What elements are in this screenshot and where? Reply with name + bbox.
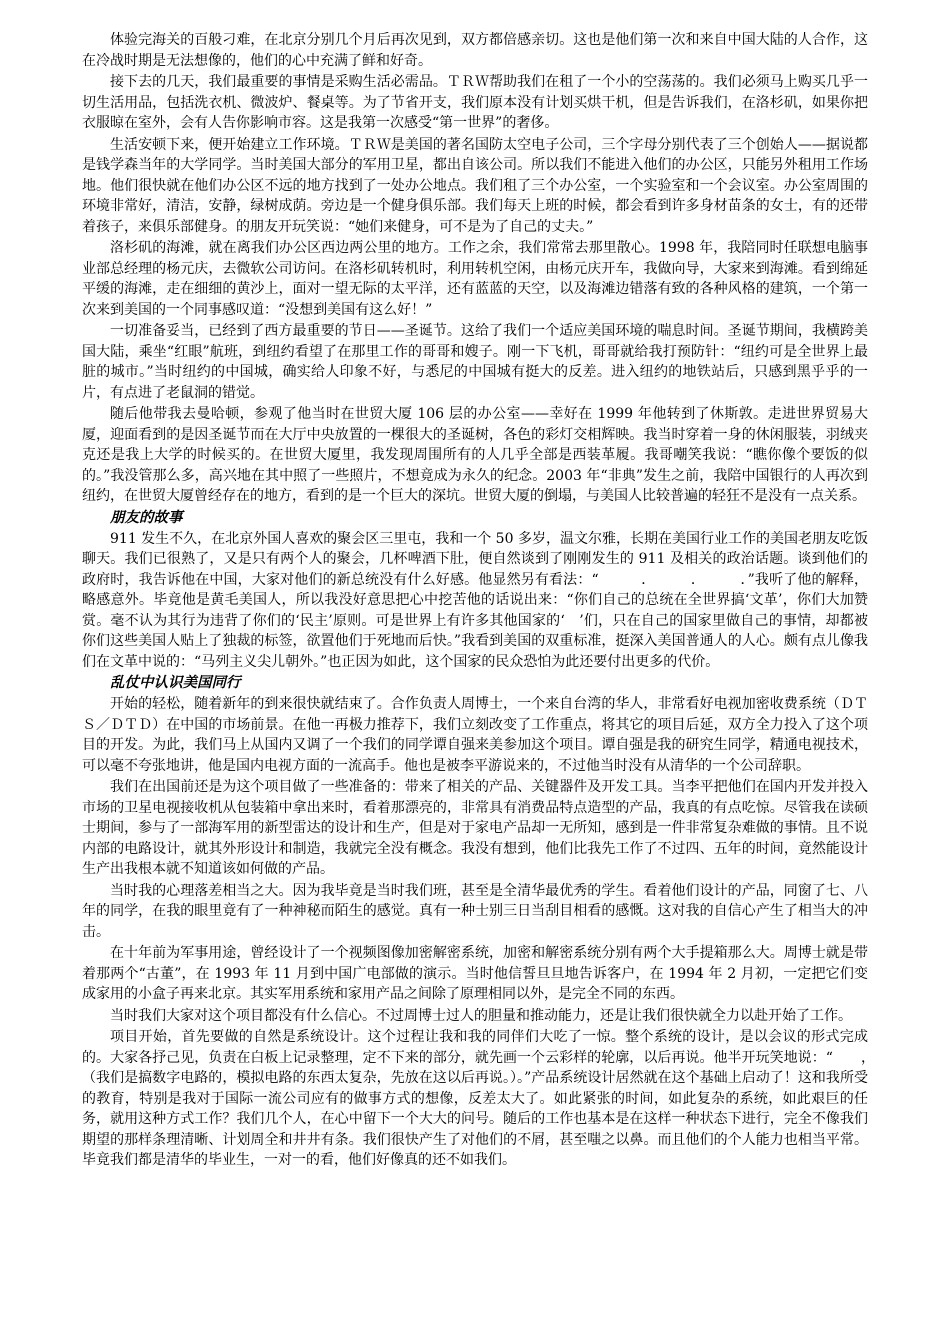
paragraph: 当时我们大家对这个项目都没有什么信心。不过周博士过人的胆量和推动能力，还是让我们很快就全力以赴开始了工作。 [110,1007,852,1024]
paragraph: 接下去的几天，我们最重要的事情是采购生活必需品。ＴＲＷ帮助我们在租了一个小的空荡荡的。我们必须马上购买几乎一切生活用品，包括洗衣机、微波炉、餐桌等。为了节省开支，我们原本没有计划买烘干机，但是告诉我们，在洛杉矶，如果你把衣服晾在室外，会有人告你影响市容。这是我第一次感受“第一世界”的奢侈。 [82,74,868,131]
section-heading-friend-story: 朋友的故事 [110,509,183,526]
paragraph: 在十年前为军事用途，曾经设计了一个视频图像加密解密系统，加密和解密系统分别有两个大手提箱那么大。周博士就是带着那两个“古董”，在 1993 年 11 月到中国广电部做的演示。当时他信誓旦旦地告诉客户，在 1994 年 2 月初，一定把它们变成家用的小盒子再来北京。其实军用系统和家用产品之间除了原理相同以外，是完全不同的东西。 [82,945,868,1002]
section-heading-us-peers: 乱仗中认识美国同行 [110,675,241,691]
paragraph: 当时我的心理落差相当之大。因为我毕竟是当时我们班，甚至是全清华最优秀的学生。看着他们设计的产品，同窗了七、八年的同学，在我的眼里竟有了一种神秘而陌生的感觉。真有一种士别三日当刮目相看的感慨。这对我的自信心产生了相当大的冲击。 [82,882,868,940]
paragraph: 随后他带我去曼哈顿，参观了他当时在世贸大厦 106 层的办公室——幸好在 1999 年他转到了休斯敦。走进世界贸易大厦，迎面看到的是因圣诞节而在大厅中央放置的一棵很大的圣诞树，各色的彩灯交相辉映。我当时穿着一身的休闲服装，羽绒夹克还是我上大学的时候买的。在世贸大厦里，我发现周围所有的人几乎全部是西装革履。我哥嘲笑我说：“瞧你像个要饭的似的。”我没管那么多，高兴地在其中照了一些照片，不想竟成为永久的纪念。2003 年“非典”发生之前，我陪中国银行的人再次到纽约，在世贸大厦曾经存在的地方，看到的是一个巨大的深坑。世贸大厦的倒塌，与美国人比较普遍的轻狂不是没有一点关系。 [82,406,868,504]
paragraph: 开始的轻松，随着新年的到来很快就结束了。合作负责人周博士，一个来自台湾的华人，非常看好电视加密收费系统（ＤＴＳ／ＤＴＤ）在中国的市场前景。在他一再极力推荐下，我们立刻改变了工作重点，将其它的项目后延，双方全力投入了这个项目的开发。为此，我们马上从国内又调了一个我们的同学谭自强来美参加这个项目。谭自强是我的研究生同学，精通电视技术，可以毫不夸张地讲，他是国内电视方面的一流高手。他也是被李平游说来的，不过他当时没有从清华的一个公司辞职。 [82,696,868,774]
paragraph: 体验完海关的百般刁难，在北京分别几个月后再次见到，双方都倍感亲切。这也是他们第一次和来自中国大陆的人合作，这在冷战时期是无法想像的，他们的心中充满了鲜和好奇。 [82,32,868,69]
paragraph: 911 发生不久，在北京外国人喜欢的聚会区三里屯，我和一个 50 多岁，温文尔雅，长期在美国行业工作的美国老朋友吃饭聊天。我们已很熟了，又是只有两个人的聚会，几杯啤酒下肚，便自然谈到了刚刚发生的 911 及相关的政治话题。谈到他们的政府时，我告诉他在中国，大家对他们的新总统没有什么好感。他显然另有看法：“ ． ． ．”我听了他的解释，略感意外。毕竟他是黄毛美国人，所以我没好意思把心中挖苦他的话说出来：“你们自己的总统在全世界搞‘文革’，你们大加赞赏。毫不认为其行为违背了你们的‘民主’原则。可是世界上有许多其他国家的‘ ’们，只在自己的国家里做自己的事情，却都被你们这些美国人贴上了独裁的标签，欲置他们于死地而后快。”我看到美国的双重标准，挺深入美国普通人的人心。颇有点儿像我们在文革中说的：“马列主义尖儿朝外。”也正因为如此，这个国家的民众恐怕为此还要付出更多的代价。 [82,530,868,670]
paragraph: 洛杉矶的海滩，就在离我们办公区西边两公里的地方。工作之余，我们常常去那里散心。1998 年，我陪同时任联想电脑事业部总经理的杨元庆，去微软公司访问。在洛杉矶转机时，利用转机空闲，由杨元庆开车，我做向导，大家来到海滩。看到绵延平缓的海滩，走在细细的黄沙上，面对一望无际的太平洋，还有蓝蓝的天空，以及海滩边错落有致的各种风格的建筑，一个第一次来到美国的一个同事感叹道：“没想到美国有这么好！” [82,240,868,318]
paragraph: 生活安顿下来，便开始建立工作环境。ＴＲＷ是美国的著名国防太空电子公司，三个字母分别代表了三个创始人——据说都是钱学森当年的大学同学。当时美国大部分的军用卫星，都出自该公司。所以我们不能进入他们的办公区，只能另外租用工作场地。他们很快就在他们办公区不远的地方找到了一处办公地点。我们租了三个办公室，一个实验室和一个会议室。办公室周围的环境非常好，清洁，安静，绿树成荫。旁边是一个健身俱乐部。我们每天上班的时候，都会看到许多身材苗条的女士，有的还带着孩子，来俱乐部健身。的朋友开玩笑说：“她们来健身，可不是为了自己的丈夫。” [82,136,868,235]
paragraph: 一切准备妥当，已经到了西方最重要的节日——圣诞节。这给了我们一个适应美国环境的喘息时间。圣诞节期间，我横跨美国大陆，乘坐“红眼”航班，到纽约看望了在那里工作的哥哥和嫂子。刚一下飞机，哥哥就给我打预防针：“纽约可是全世界上最脏的城市。”当时纽约的中国城，确实给人印象不好，与悉尼的中国城有挺大的反差。进入纽约的地铁站后，只感到黑乎乎的一片，有点进了老鼠洞的错觉。 [82,323,868,401]
paragraph: 项目开始，首先要做的自然是系统设计。这个过程让我和我的同伴们大吃了一惊。整个系统的设计，是以会议的形式完成的。大家各抒己见，负责在白板上记录整理，定不下来的部分，就先画一个云彩样的轮廓，以后再说。他半开玩笑地说：“ ， （我们是搞数字电路的，模拟电路的东西太复杂，先放在这以后再说。）。”产品系统设计居然就在这个基础上启动了！这和我所受的教育，特别是我对于国际一流公司应有的做事方式的想像，反差太大了。如此紧张的时间，如此复杂的系统，如此艰巨的任务，就用这种方式工作？我们几个人，在心中留下一个大大的问号。随后的工作也基本是在这样一种状态下进行，完全不像我们期望的那样条理清晰、计划周全和井井有条。我们很快产生了对他们的不屑，甚至嗤之以鼻。而且他们的个人能力也相当平常。毕竟我们都是清华的毕业生，一对一的看，他们好像真的还不如我们。 [82,1029,938,1168]
paragraph: 我们在出国前还是为这个项目做了一些准备的：带来了相关的产品、关键器件及开发工具。当李平把他们在国内开发并投入市场的卫星电视接收机从包装箱中拿出来时，看着那漂亮的，非常具有消费品特点造型的产品，我真的有点吃惊。尽管我在读硕士期间，参与了一部海军用的新型雷达的设计和生产，但是对于家电产品却一无所知，感到是一件非常复杂难做的事情。且不说内部的电路设计，就其外形设计和制造，我就完全没有概念。我没有想到，他们比我先工作了不过四、五年的时间，竟然能设计生产出我根本就不知道该如何做的产品。 [82,779,868,877]
